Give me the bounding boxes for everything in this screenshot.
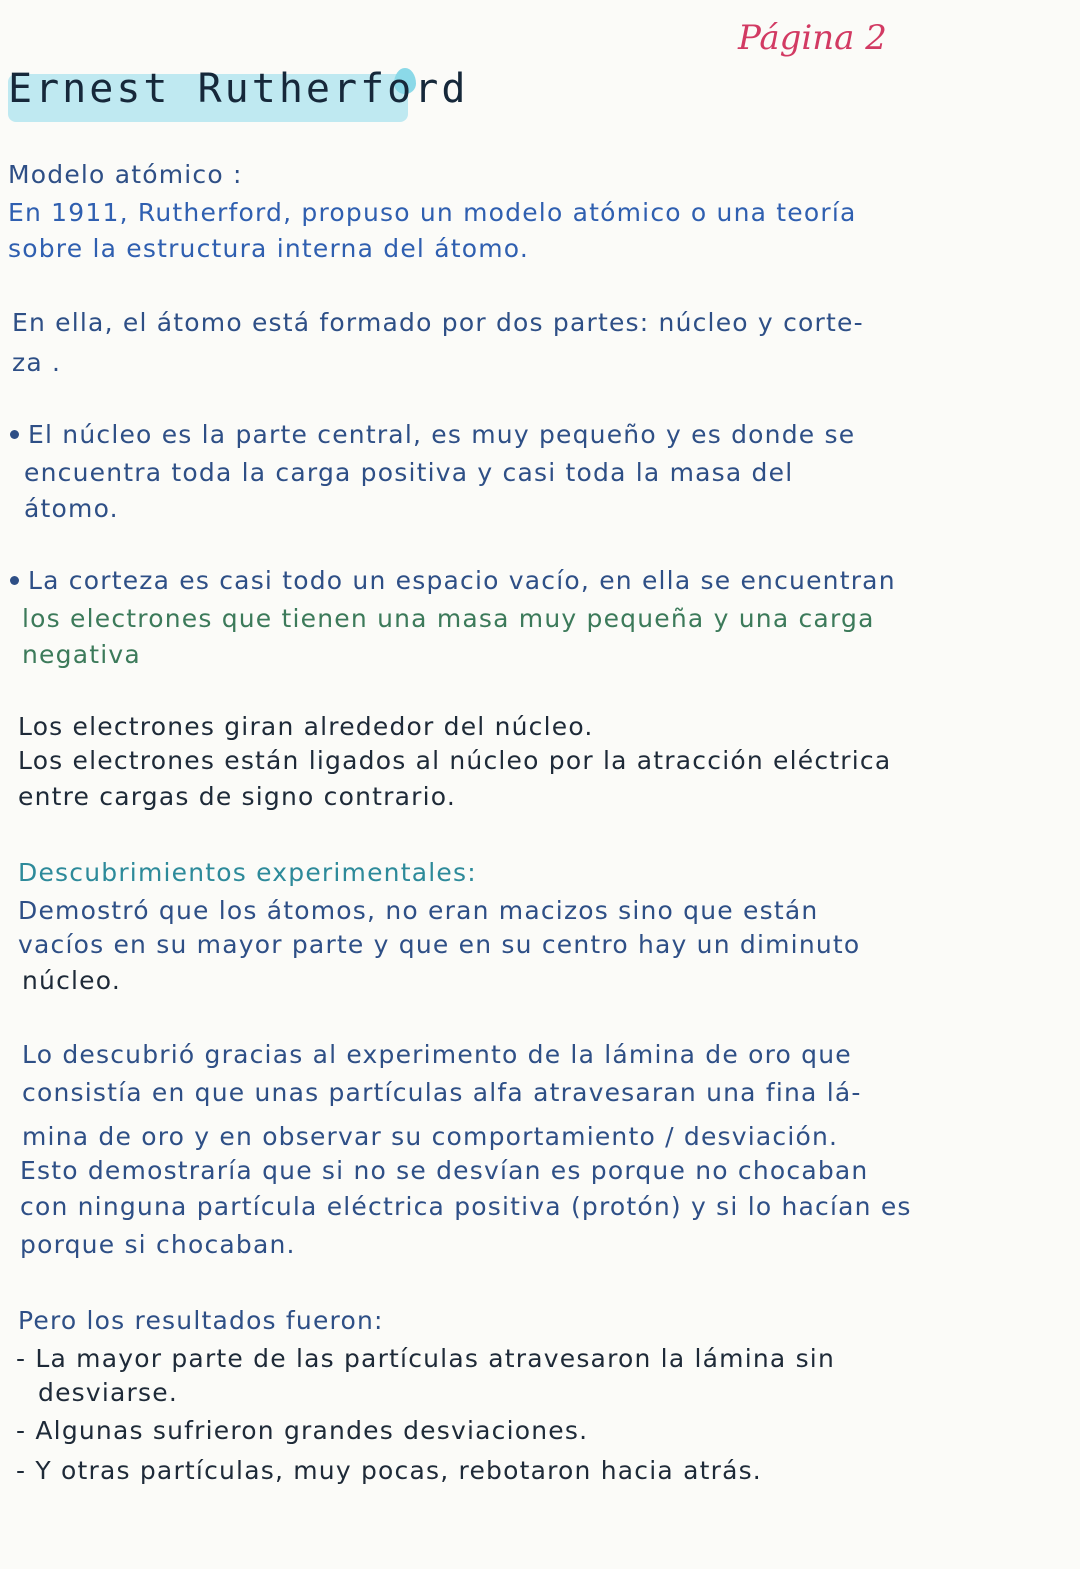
- bullet-dot: [10, 576, 19, 585]
- electrones-line-2: Los electrones están ligados al núcleo por la atracción eléctrica: [18, 746, 892, 775]
- modelo-line-1: En 1911, Rutherford, propuso un modelo atómico o una teoría: [8, 198, 857, 227]
- page-number: Página 2: [738, 18, 887, 58]
- resultados-heading: Pero los resultados fueron:: [18, 1306, 384, 1335]
- descubrimientos-line-2: vacíos en su mayor parte y que en su centro hay un diminuto: [18, 930, 861, 959]
- corteza-line-2: los electrones que tienen una masa muy pequeña y una carga: [22, 604, 875, 633]
- experimento-line-4: Esto demostraría que si no se desvían es porque no chocaban: [20, 1156, 869, 1185]
- resultados-item-1-cont: desviarse.: [38, 1378, 178, 1407]
- modelo-line-2: sobre la estructura interna del átomo.: [8, 234, 529, 263]
- resultados-item-2: - Algunas sufrieron grandes desviaciones.: [16, 1416, 589, 1445]
- nucleo-line-1: El núcleo es la parte central, es muy pequeño y es donde se: [28, 420, 856, 449]
- partes-line-1: En ella, el átomo está formado por dos partes: núcleo y corte-: [12, 308, 864, 337]
- nucleo-line-3: átomo.: [24, 494, 119, 523]
- resultados-item-3: - Y otras partículas, muy pocas, rebotaron hacia atrás.: [16, 1456, 762, 1485]
- partes-line-2: za .: [12, 348, 62, 377]
- experimento-line-5: con ninguna partícula eléctrica positiva (protón) y si lo hacían es: [20, 1192, 912, 1221]
- corteza-line-3: negativa: [22, 640, 141, 669]
- bullet-dot: [10, 430, 19, 439]
- electrones-line-1: Los electrones giran alrededor del núcleo.: [18, 712, 594, 741]
- corteza-line-1: La corteza es casi todo un espacio vacío, en ella se encuentran: [28, 566, 896, 595]
- experimento-line-6: porque si chocaban.: [20, 1230, 296, 1259]
- experimento-line-1: Lo descubrió gracias al experimento de la lámina de oro que: [22, 1040, 852, 1069]
- descubrimientos-line-3: núcleo.: [22, 966, 121, 995]
- descubrimientos-line-1: Demostró que los átomos, no eran macizos sino que están: [18, 896, 819, 925]
- descubrimientos-heading: Descubrimientos experimentales:: [18, 858, 477, 887]
- experimento-line-3: mina de oro y en observar su comportamiento / desviación.: [22, 1122, 839, 1151]
- resultados-item-1: - La mayor parte de las partículas atravesaron la lámina sin: [16, 1344, 835, 1373]
- page-title: [8, 66, 468, 112]
- experimento-line-2: consistía en que unas partículas alfa atravesaran una fina lá-: [22, 1078, 862, 1107]
- nucleo-line-2: encuentra toda la carga positiva y casi toda la masa del: [24, 458, 794, 487]
- electrones-line-3: entre cargas de signo contrario.: [18, 782, 456, 811]
- title-text: Ernest Rutherford: [8, 66, 469, 112]
- modelo-heading: Modelo atómico :: [8, 160, 243, 189]
